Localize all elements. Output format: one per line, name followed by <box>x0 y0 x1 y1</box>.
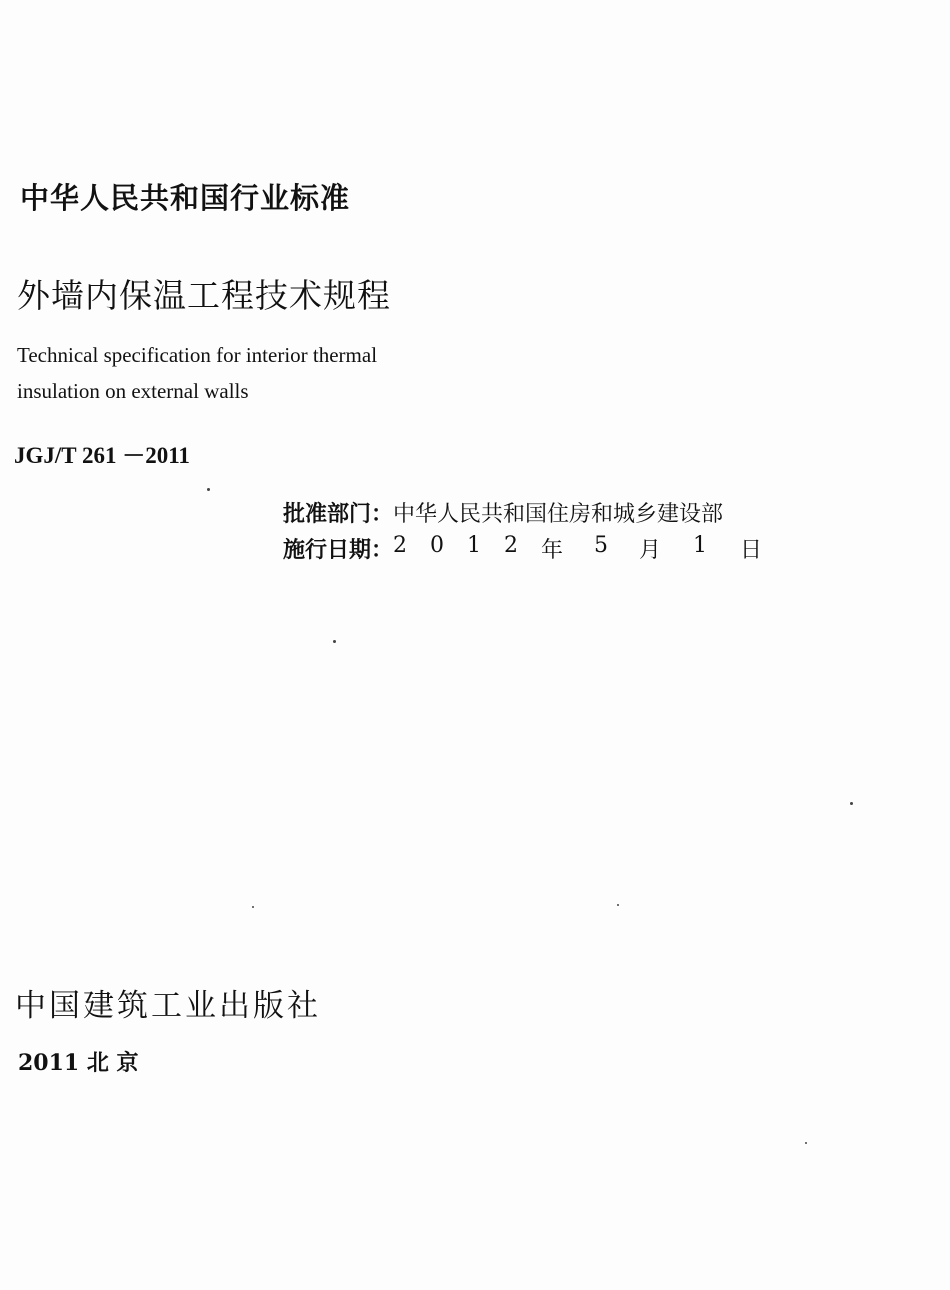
scan-speck <box>252 906 254 908</box>
series-title: 中华人民共和国行业标准 <box>20 181 351 215</box>
date-char: 5 <box>594 533 609 558</box>
effective-date-row <box>283 533 764 564</box>
standard-code: JGJ/T 261 －2011 <box>14 443 190 468</box>
date-char: 1 <box>467 533 482 558</box>
date-char: 1 <box>693 533 708 558</box>
approver-row <box>283 497 723 528</box>
english-title-line-2: insulation on external walls <box>17 379 249 403</box>
approver-value: 中华人民共和国住房和城乡建设部 <box>393 502 724 527</box>
date-char: 0 <box>430 533 445 558</box>
date-char: 2 <box>393 533 408 558</box>
scan-speck <box>207 488 210 491</box>
approver-label: 批准部门： <box>283 502 394 527</box>
publisher-name: 中国建筑工业出版社 <box>15 988 321 1024</box>
scan-speck <box>333 640 336 643</box>
chinese-title: 外墙内保温工程技术规程 <box>17 276 391 315</box>
date-char: 日 <box>740 538 763 563</box>
date-char: 2 <box>504 533 519 558</box>
effective-date-label: 施行日期： <box>283 538 394 563</box>
date-char: 月 <box>639 538 662 563</box>
publication-place-year: 2011 北 京 <box>18 1050 139 1076</box>
effective-date-value <box>393 533 764 564</box>
scan-speck <box>617 904 619 906</box>
date-char: 年 <box>541 538 564 563</box>
scan-speck <box>850 802 853 805</box>
english-title-line-1: Technical specification for interior thermal <box>17 343 378 367</box>
scan-speck <box>805 1142 807 1144</box>
